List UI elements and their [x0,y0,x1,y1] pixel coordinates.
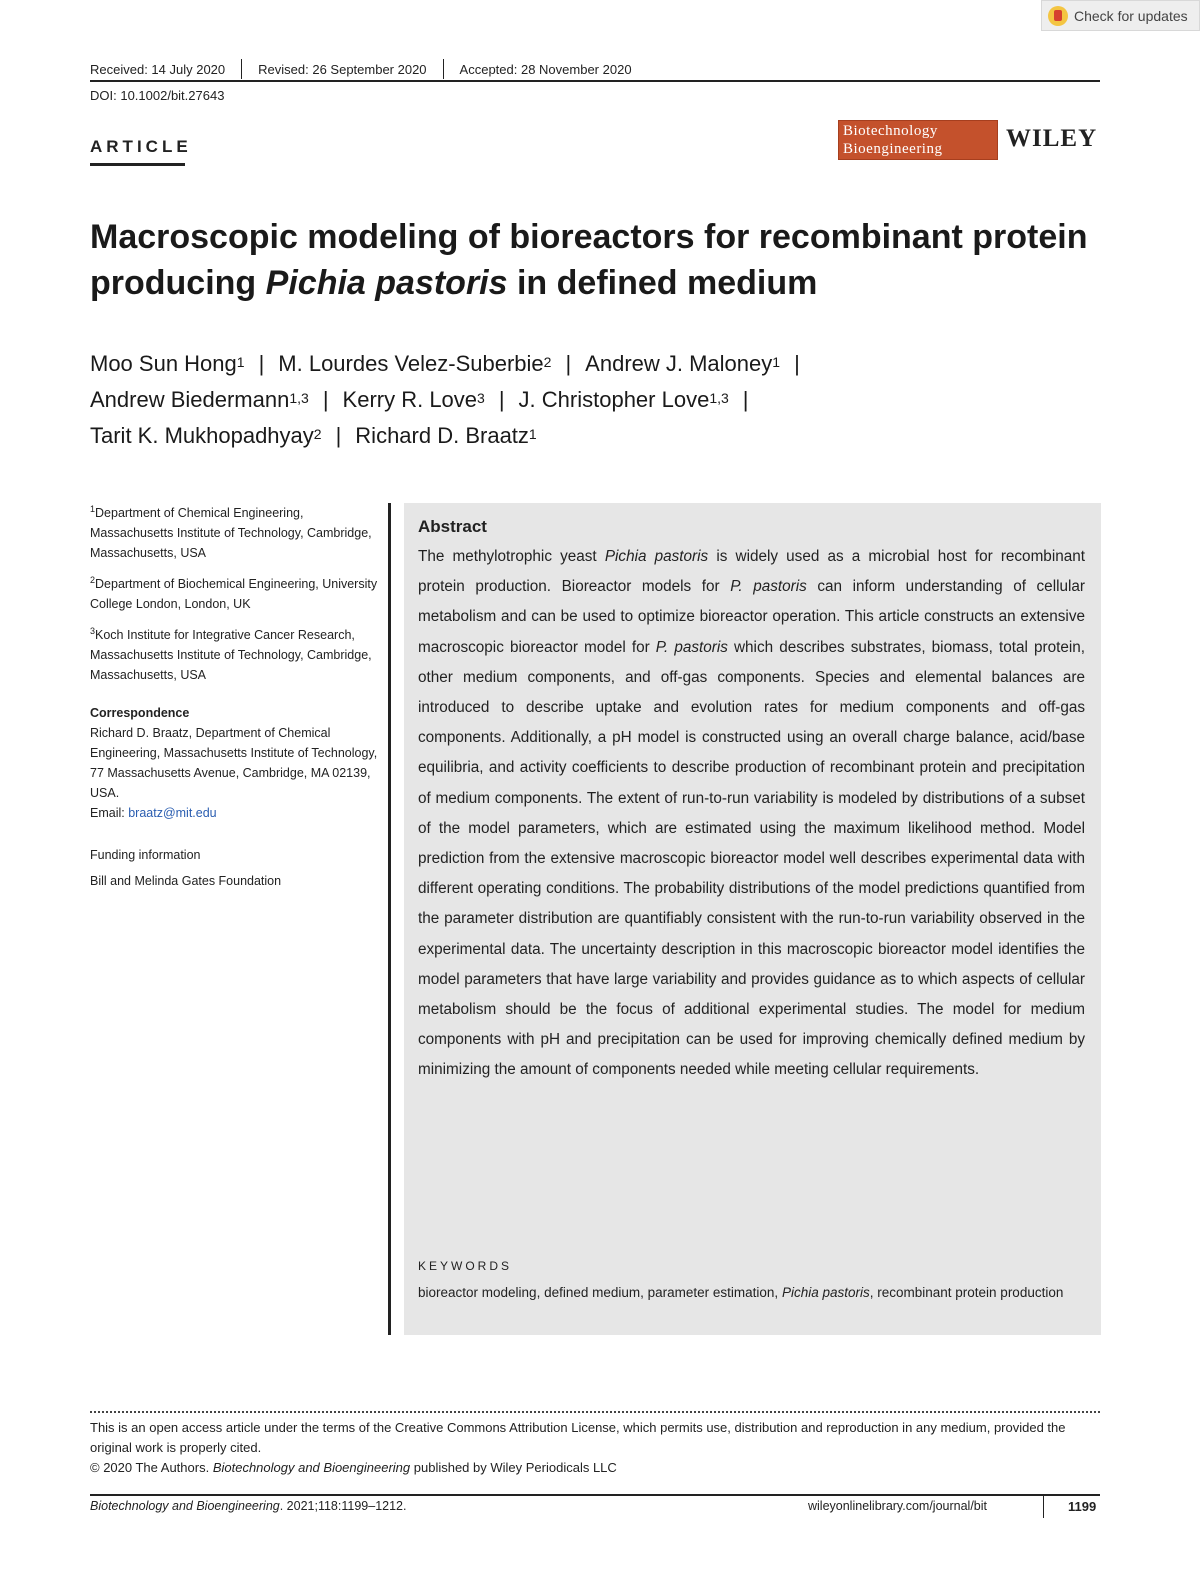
date-separator [241,59,242,79]
abstract-vertical-rule [388,503,391,1335]
keywords-italic: Pichia pastoris [781,1285,870,1300]
author-separator: | [742,387,749,412]
license-divider [90,1411,1100,1413]
email-label: Email: [90,806,129,821]
email-link[interactable]: braatz@mit.edu [128,806,217,821]
author-name: Andrew Biedermann [90,387,290,412]
author-separator: | [794,351,800,376]
affiliation [90,570,380,614]
keywords-heading: KEYWORDS [418,1259,513,1273]
author-affiliation-sup: 1,3 [709,390,729,406]
section-label: ARTICLE [90,137,192,156]
funding-text: Bill and Melinda Gates Foundation [90,874,282,889]
check-for-updates-label: Check for updates [1074,7,1188,24]
author-line [90,418,1100,454]
title-part2: in defined medium [507,264,818,302]
author-affiliation-sup: 2 [543,354,552,370]
date-separator [443,59,444,79]
copyright-publisher: published by Wiley Periodicals LLC [410,1460,617,1475]
footer-citation-text: . 2021;118:1199–1212. [279,1499,407,1513]
author-affiliation-sup: 3 [477,390,485,406]
abstract-segment: is widely used as a microbial host for recombinant protein production. Bioreactor models for [418,548,1085,596]
author-separator: | [258,351,265,376]
title-part1: Macroscopic modeling of bioreactors for recombinant protein producing [90,218,1088,302]
author-separator: | [335,423,342,448]
funding-heading: Funding information [90,848,201,863]
received-date: Received: 14 July 2020 [90,61,226,77]
affiliation-sup: 3 [90,626,96,637]
keywords-part1: bioreactor modeling, defined medium, parameter estimation, [418,1285,782,1300]
author-name: M. Lourdes Velez-Suberbie [278,351,544,376]
footer-separator [1043,1496,1044,1518]
page-number: 1199 [1068,1499,1097,1514]
abstract-segment: can inform understanding of cellular metabolism and can be used to optimize bioreactor operation. This article constructs an extensive macroscopic bioreactor model for [418,578,1085,656]
accepted-date: Accepted: 28 November 2020 [459,61,632,77]
copyright-text: © 2020 The Authors. [90,1460,213,1475]
license-text: This is an open access article under the terms of the Creative Commons Attribution License, which permits use, distribution and reproduction in any medium, provided the original work is properly cited. [90,1420,1066,1455]
footer-citation [90,1499,406,1513]
author-name: J. Christopher Love [518,387,710,412]
abstract-segment-italic: Pichia pastoris [604,548,709,565]
affiliations-column [90,499,380,891]
abstract-panel [404,503,1101,1335]
title-italic: Pichia pastoris [265,264,508,302]
journal-logo-line1: Biotechnology [843,123,938,139]
footer-journal: Biotechnology and Bioengineering [90,1499,280,1513]
affiliation [90,621,380,685]
author-separator: | [498,387,505,412]
abstract-segment: The methylotrophic yeast [418,548,605,565]
abstract-segment: which describes substrates, biomass, total protein, other medium components, and off-gas components. Species and elemental balances are introduced to describe uptake and evolution rates for medium components and off-gas components. Additionally, a pH model is constructed using an overall charge balance, acid/base equilibria, and activity coefficients to describe production of recombinant protein and precipitation of medium components. The extent of run-to-run variability is modeled by distributions of a subset of the model parameters, which are estimated using the maximum likelihood method. Model prediction from the extensive macroscopic bioreactor model well describes experimental data with different operating conditions. The probability distributions of the model predictions quantified from the parameter distribution are quantifiably consistent with the run-to-run variability observed in the experimental data. The uncertainty description in this macroscopic bioreactor model identifies the model parameters that have large variability and provides guidance as to which aspects of cellular metabolism should be the focus of additional experimental studies. The model for medium components with pH and precipitation can be used for improving chemically defined medium by minimizing the amount of components needed while meeting cellular requirements. [418,638,1085,1079]
author-affiliation-sup: 2 [313,426,322,442]
affiliation [90,499,380,563]
affiliation-sup: 2 [90,575,96,586]
doi: DOI: 10.1002/bit.27643 [90,88,225,103]
journal-logo-line2: Bioengineering [843,141,943,157]
author-name: Moo Sun Hong [90,351,237,376]
abstract-heading: Abstract [418,517,487,536]
section-label-underline [90,163,185,166]
author-affiliation-sup: 1 [236,354,245,370]
correspondence-heading: Correspondence [90,706,190,721]
author-affiliation-sup: 1 [528,426,537,442]
author-affiliation-sup: 1,3 [289,390,309,406]
author-name: Richard D. Braatz [355,423,529,448]
article-title [90,214,1100,306]
copyright-line [90,1458,1100,1478]
header-rule [90,80,1100,82]
author-name: Kerry R. Love [342,387,478,412]
affiliation-text: Department of Biochemical Engineering, University College London, London, UK [90,577,378,612]
affiliation-text: Department of Chemical Engineering, Massachusetts Institute of Technology, Cambridge, Massachusetts, USA [90,506,372,561]
correspondence-text [90,723,380,823]
footer-rule [90,1494,1100,1496]
author-name: Andrew J. Maloney [585,351,773,376]
footer-journal-url[interactable]: wileyonlinelibrary.com/journal/bit [808,1499,988,1513]
author-line [90,382,1100,418]
revised-date: Revised: 26 September 2020 [258,61,427,77]
copyright-journal: Biotechnology and Bioengineering [212,1460,411,1475]
check-for-updates-badge[interactable] [1041,0,1200,31]
bookmark-icon [1048,6,1068,26]
keywords-part2: , recombinant protein production [869,1285,1064,1300]
author-list [90,346,1100,454]
author-affiliation-sup: 1 [772,354,781,370]
author-line [90,346,1100,382]
publisher-logo: WILEY [1006,125,1098,152]
article-dates [90,58,1100,80]
journal-logo [838,120,998,160]
abstract-segment-italic: P. pastoris [655,638,728,656]
abstract-body [418,542,1085,1086]
keywords-list [418,1283,1085,1303]
author-separator: | [565,351,572,376]
affiliation-sup: 1 [90,504,96,514]
license-notice [90,1418,1100,1478]
author-separator: | [322,387,329,412]
affiliation-text: Koch Institute for Integrative Cancer Research, Massachusetts Institute of Technology, Cambridge, Massachusetts, USA [90,628,372,683]
correspondence-address: Richard D. Braatz, Department of Chemical Engineering, Massachusetts Institute of Technology, 77 Massachusetts Avenue, Cambridge, MA 02139, USA. [90,726,378,801]
author-name: Tarit K. Mukhopadhyay [90,423,314,448]
abstract-segment-italic: P. pastoris [730,578,807,596]
